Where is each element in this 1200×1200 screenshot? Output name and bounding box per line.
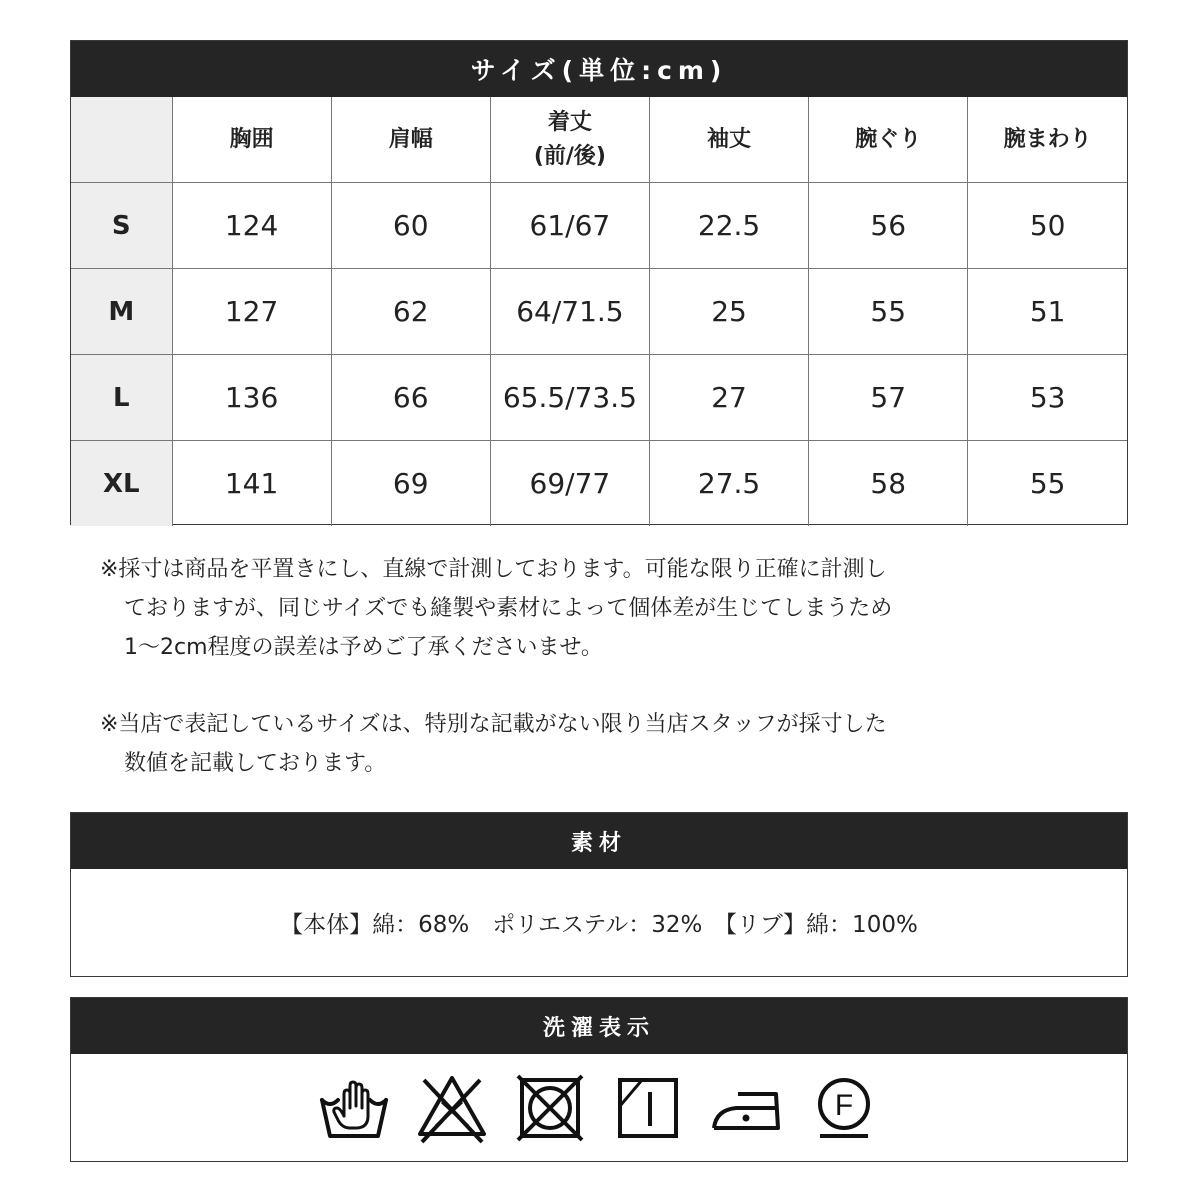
- table-cell: 66: [331, 355, 490, 441]
- size-table-corner-cell: [71, 97, 172, 183]
- table-row: [71, 441, 1127, 527]
- table-row: [71, 183, 1127, 269]
- care-icons-row: [71, 1054, 1127, 1161]
- table-row: [71, 355, 1127, 441]
- table-cell: 53: [968, 355, 1127, 441]
- material-title: 素材: [71, 813, 1127, 869]
- table-cell: 60: [331, 183, 490, 269]
- dry-clean-f-icon: [808, 1072, 880, 1144]
- column-header-arm-circumference: 腕まわり: [968, 97, 1127, 183]
- dry-clean-letter: F: [834, 1088, 854, 1122]
- table-cell: 65.5/73.5: [490, 355, 649, 441]
- column-header-shoulder: 肩幅: [331, 97, 490, 183]
- size-table-section: [70, 40, 1128, 525]
- note-line: 1〜2cm程度の誤差は予めご了承くださいませ。: [124, 635, 603, 660]
- column-header-sleeve: 袖丈: [649, 97, 808, 183]
- table-cell: 69: [331, 441, 490, 527]
- table-row: [71, 269, 1127, 355]
- column-header-armhole: 腕ぐり: [809, 97, 968, 183]
- note-line: ておりますが、同じサイズでも縫製や素材によって個体差が生じてしまうため: [124, 596, 893, 621]
- column-header-length-label: 着丈: [547, 109, 592, 135]
- table-cell: 51: [968, 269, 1127, 355]
- table-cell: 64/71.5: [490, 269, 649, 355]
- table-cell: 55: [809, 269, 968, 355]
- table-cell: 56: [809, 183, 968, 269]
- table-cell: 62: [331, 269, 490, 355]
- column-header-length: [490, 97, 649, 183]
- row-header-size: XL: [71, 441, 172, 527]
- table-cell: 50: [968, 183, 1127, 269]
- no-tumble-dry-icon: [514, 1072, 586, 1144]
- care-section: [70, 997, 1128, 1162]
- table-cell: 55: [968, 441, 1127, 527]
- measurement-note: [100, 550, 980, 667]
- table-cell: 57: [809, 355, 968, 441]
- table-cell: 127: [172, 269, 331, 355]
- table-cell: 58: [809, 441, 968, 527]
- note-line: ※当店で表記しているサイズは、特別な記載がない限り当店スタッフが採寸した: [100, 712, 887, 737]
- table-cell: 136: [172, 355, 331, 441]
- table-cell: 124: [172, 183, 331, 269]
- hand-wash-icon: [318, 1072, 390, 1144]
- care-title: 洗濯表示: [71, 998, 1127, 1054]
- size-table-title: サイズ(単位:cm): [71, 41, 1127, 97]
- no-bleach-icon: [416, 1072, 488, 1144]
- note-line: ※採寸は商品を平置きにし、直線で計測しております。可能な限り正確に計測し: [100, 557, 887, 582]
- table-cell: 27: [649, 355, 808, 441]
- table-cell: 141: [172, 441, 331, 527]
- line-dry-shade-icon: [612, 1072, 684, 1144]
- iron-low-icon: [710, 1072, 782, 1144]
- material-section: [70, 812, 1128, 977]
- column-header-length-sub: (前/後): [533, 143, 606, 169]
- row-header-size: S: [71, 183, 172, 269]
- table-cell: 25: [649, 269, 808, 355]
- row-header-size: L: [71, 355, 172, 441]
- material-text: 【本体】綿：68% ポリエステル：32% 【リブ】綿：100%: [280, 912, 918, 938]
- size-source-note: [100, 705, 980, 783]
- table-cell: 61/67: [490, 183, 649, 269]
- column-header-chest: 胸囲: [172, 97, 331, 183]
- table-cell: 27.5: [649, 441, 808, 527]
- row-header-size: M: [71, 269, 172, 355]
- table-cell: 22.5: [649, 183, 808, 269]
- note-line: 数値を記載しております。: [124, 751, 387, 776]
- size-table: [71, 97, 1127, 526]
- size-table-header-row: [71, 97, 1127, 183]
- table-cell: 69/77: [490, 441, 649, 527]
